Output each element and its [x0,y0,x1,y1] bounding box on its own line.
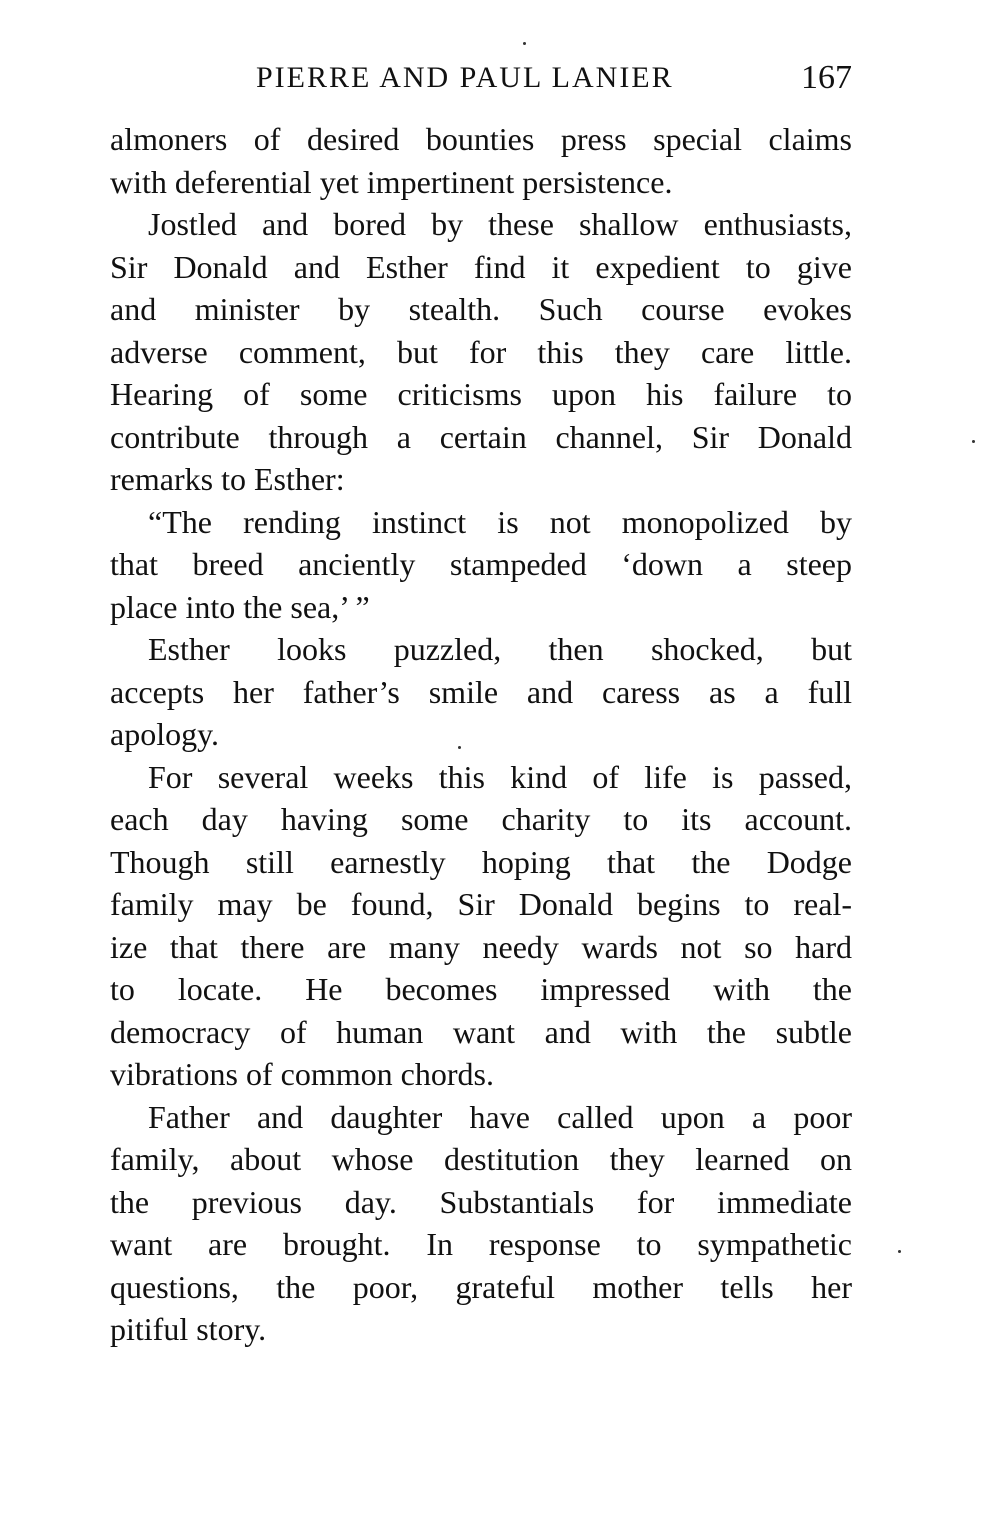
text-line: accepts her father’s smile and caress as a full [110,673,852,710]
text-line: family, about whose destitution they learned on [110,1141,852,1177]
text-line: remarks to Esther: [110,461,345,497]
print-speck [523,42,526,45]
text-line: want are brought. In response to sympathetic [110,1226,852,1262]
text-line: to locate. He becomes impressed with the [110,971,852,1007]
text-line: Sir Donald and Esther find it expedient to give [110,248,852,285]
text-line: adverse comment, but for this they care little. [110,333,852,370]
running-head [110,58,852,108]
text-line: vibrations of common chords. [110,1056,494,1092]
page-number: 167 [801,59,852,96]
text-line: Hearing of some criticisms upon his failure to [110,376,852,412]
text-line: that breed anciently stampeded ‘down a steep [110,546,852,582]
text-line: family may be found, Sir Donald begins to real- [110,886,852,922]
text-line: place into the sea,’ ” [110,588,370,625]
text-line: with deferential yet impertinent persistence. [110,163,673,200]
text-line: Father and daughter have called upon a poor [148,1098,852,1135]
text-line: Jostled and bored by these shallow enthusiasts, [148,206,852,242]
text-line: ize that there are many needy wards not so hard [110,928,852,965]
text-line: For several weeks this kind of life is passed, [148,758,852,795]
text-line: and minister by stealth. Such course evokes [110,291,852,327]
text-line: the previous day. Substantials for immediate [110,1183,852,1220]
text-line: questions, the poor, grateful mother tells her [110,1268,852,1305]
print-speck [458,746,461,749]
text-line: democracy of human want and with the subtle [110,1013,852,1050]
text-line: pitiful story. [110,1311,267,1347]
text-line: almoners of desired bounties press special claims [110,121,852,157]
text-line: each day having some charity to its account. [110,801,852,837]
text-line: apology. [110,716,220,752]
print-speck [898,1250,901,1253]
text-line: Though still earnestly hoping that the Dodge [110,843,852,880]
text-line: contribute through a certain channel, Sir Donald [110,418,852,455]
text-line: Esther looks puzzled, then shocked, but [148,631,852,667]
print-speck [972,440,975,443]
text-line: “The rending instinct is not monopolized by [148,503,852,540]
body-text [110,118,852,1351]
running-title: PIERRE AND PAUL LANIER [256,61,674,94]
